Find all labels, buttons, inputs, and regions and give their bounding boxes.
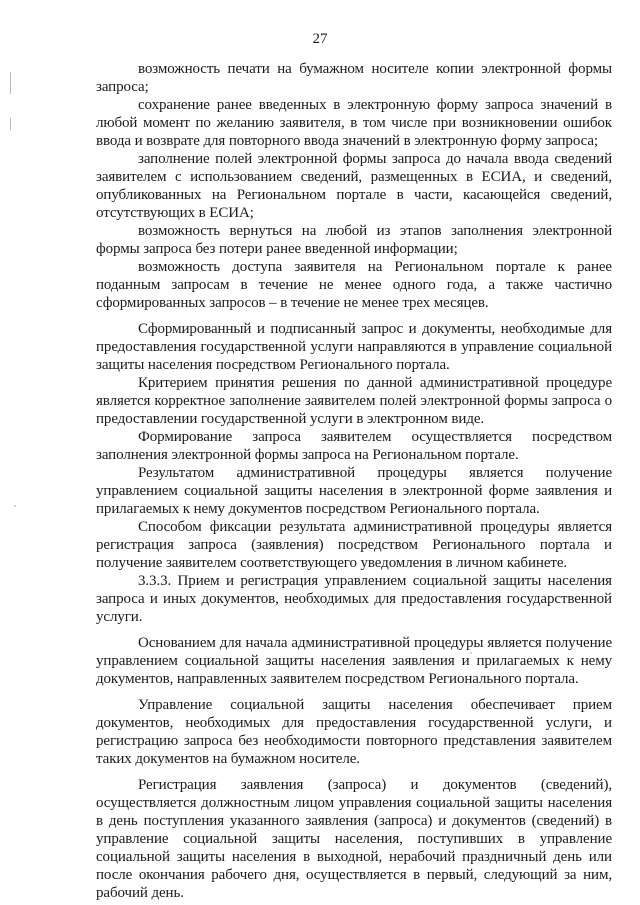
paragraph-submitted-request: Сформированный и подписанный запрос и документы, необходимые для предоставления государственной услуги направляются в управление социальной защиты населения посредством Регионального портала. [96, 321, 612, 373]
paragraph-document-acceptance: Управление социальной защиты населения обеспечивает прием документов, необходимых для предоставления государственной услуги, и регистрацию запроса без необходимости повторного представления заявителем таких документов на бумажном носителе. [96, 697, 612, 767]
paragraph-procedure-basis: Основанием для начала административной процедуры является получение управлением социальной защиты населения заявления и прилагаемых к нему документов, направленных заявителем посредством Регионального портала. [96, 635, 612, 687]
paragraph-gap [96, 312, 612, 320]
paragraph-access-requests: возможность доступа заявителя на Региональном портале к ранее поданным запросам в течение не менее одного года, а также частично сформированных запросов – в течение не менее трех месяцев. [96, 259, 612, 311]
section-heading-3-3-3: 3.3.3. Прием и регистрация управлением социальной защиты населения запроса и иных документов, необходимых для предоставления государственной услуги. [96, 573, 612, 625]
paragraph-prefill-fields: заполнение полей электронной формы запроса до начала ввода сведений заявителем с использованием сведений, размещенных в ЕСИА, и сведений, опубликованных на Региональном портале в части, касающейся сведений, отсутствующих в ЕСИА; [96, 151, 612, 221]
paragraph-return-to-step: возможность вернуться на любой из этапов заполнения электронной формы запроса без потери ранее введенной информации; [96, 223, 612, 257]
scan-margin-mark-top [10, 72, 11, 94]
paragraph-print-copy: возможность печати на бумажном носителе копии электронной формы запроса; [96, 61, 612, 95]
paragraph-procedure-result: Результатом административной процедуры является получение управлением социальной защиты населения в электронной форме заявления и прилагаемых к нему документов посредством Регионального портала. [96, 465, 612, 517]
paragraph-request-formation: Формирование запроса заявителем осуществляется посредством заполнения электронной формы запроса на Региональном портале. [96, 429, 612, 463]
paragraph-registration: Регистрация заявления (запроса) и документов (сведений), осуществляется должностным лицом управления социальной защиты населения в день поступления указанного заявления (запроса) и документов (сведений) в управление социальной защиты населения, поступивших в управление социальной защиты населения в выходной, нерабочий праздничный день или после окончания рабочего дня, осуществляется в первый, следующий за ним, рабочий день. [96, 777, 612, 901]
paragraph-gap [96, 768, 612, 776]
scan-margin-mark-middle [10, 118, 11, 130]
document-body [96, 60, 612, 902]
page-number: 27 [312, 31, 328, 47]
scan-speck [14, 505, 16, 507]
paragraph-gap [96, 688, 612, 696]
paragraph-save-values: сохранение ранее введенных в электронную форму запроса значений в любой момент по желанию заявителя, в том числе при возникновении ошибок ввода и возврате для повторного ввода значений в электронную форму запроса; [96, 97, 612, 149]
paragraph-result-fixation: Способом фиксации результата административной процедуры является регистрация запроса (заявления) посредством Регионального портала и получение заявителем соответствующего уведомления в личном кабинете. [96, 519, 612, 571]
paragraph-decision-criterion: Критерием принятия решения по данной административной процедуре является корректное заполнение заявителем полей электронной формы запроса о предоставлении государственной услуги в электронном виде. [96, 375, 612, 427]
paragraph-gap [96, 626, 612, 634]
